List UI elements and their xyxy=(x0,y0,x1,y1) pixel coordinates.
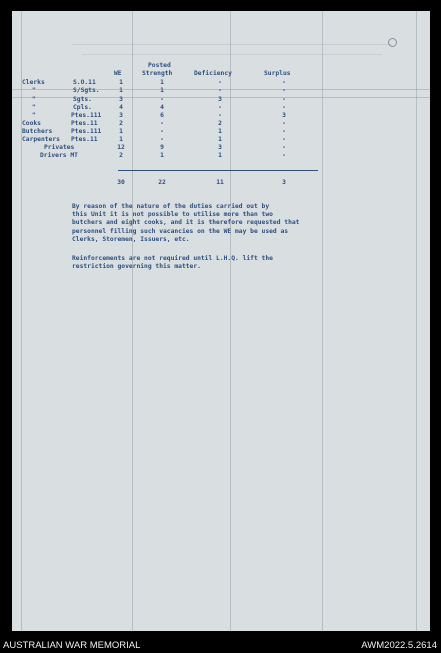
col-posted-header-line1: Posted xyxy=(148,62,171,69)
row-surplus: - xyxy=(282,136,286,143)
row-trade: " xyxy=(32,87,36,94)
paragraph-line: personnel filling such vacancies on the WE may be used as xyxy=(72,227,289,235)
total-posted: 22 xyxy=(158,179,166,186)
col-surplus-header: Surplus xyxy=(264,70,291,77)
row-we: 2 xyxy=(119,152,123,159)
ruled-line xyxy=(322,11,323,631)
row-we: 1 xyxy=(119,79,123,86)
row-trade: " xyxy=(32,112,36,119)
row-deficiency: 1 xyxy=(218,152,222,159)
row-we: 12 xyxy=(117,144,125,151)
paragraph-line: Reinforcements are not required until L.H.Q. lift the xyxy=(72,255,273,262)
row-posted: 6 xyxy=(160,112,164,119)
row-posted: - xyxy=(160,128,164,135)
row-grade: Cpls. xyxy=(73,104,92,111)
ruled-line xyxy=(21,11,22,631)
row-trade: Drivers MT xyxy=(40,152,78,159)
row-deficiency: 2 xyxy=(218,120,222,127)
row-posted: 1 xyxy=(160,79,164,86)
ruled-line xyxy=(132,11,133,631)
row-surplus: - xyxy=(282,128,286,135)
row-trade: Butchers xyxy=(22,128,53,135)
row-deficiency: 1 xyxy=(218,136,222,143)
row-surplus: - xyxy=(282,87,286,94)
paragraph-line: butchers and eight cooks, and it is therefore requested that xyxy=(72,219,300,227)
row-surplus: - xyxy=(282,120,286,127)
ruled-line xyxy=(416,11,417,631)
row-grade: S/Sgts. xyxy=(73,87,100,94)
row-trade: Cooks xyxy=(22,120,41,127)
total-surplus: 3 xyxy=(282,179,286,186)
row-we: 1 xyxy=(119,136,123,143)
paragraph-line: Clerks, Storemen, Issuers, etc. xyxy=(72,235,190,243)
remarks-paragraph xyxy=(72,203,362,244)
bleed-through xyxy=(52,35,412,55)
col-deficiency-header: Deficiency xyxy=(194,70,232,77)
row-we: 1 xyxy=(119,128,123,135)
row-deficiency: - xyxy=(218,79,222,86)
row-grade: S.O.11 xyxy=(73,79,96,86)
row-posted: - xyxy=(160,120,164,127)
row-deficiency: 3 xyxy=(218,96,222,103)
row-we: 1 xyxy=(119,87,123,94)
row-posted: - xyxy=(160,96,164,103)
row-grade: Sgts. xyxy=(73,96,92,103)
row-posted: 1 xyxy=(160,152,164,159)
row-surplus: - xyxy=(282,152,286,159)
row-deficiency: 1 xyxy=(218,128,222,135)
ruled-line xyxy=(230,11,231,631)
row-grade: Ptes.11 xyxy=(71,120,98,127)
row-surplus: - xyxy=(282,79,286,86)
punch-mark xyxy=(388,38,397,47)
total-deficiency: 11 xyxy=(216,179,224,186)
row-trade: Carpenters xyxy=(22,136,60,143)
row-trade: Clerks xyxy=(22,79,45,86)
row-surplus: - xyxy=(282,144,286,151)
row-we: 3 xyxy=(119,96,123,103)
row-grade: Ptes.111 xyxy=(71,128,102,135)
paragraph-line: restriction governing this matter. xyxy=(72,263,201,271)
col-we-header: WE xyxy=(114,70,122,77)
row-posted: 1 xyxy=(160,87,164,94)
row-surplus: 3 xyxy=(282,112,286,119)
row-trade: " xyxy=(32,104,36,111)
row-posted: 9 xyxy=(160,144,164,151)
row-deficiency: - xyxy=(218,112,222,119)
row-posted: 4 xyxy=(160,104,164,111)
row-surplus: - xyxy=(282,96,286,103)
row-surplus: - xyxy=(282,104,286,111)
row-we: 4 xyxy=(119,104,123,111)
row-deficiency: - xyxy=(218,87,222,94)
paragraph-line: By reason of the nature of the duties carried out by xyxy=(72,203,270,210)
reinforcements-paragraph xyxy=(72,255,362,271)
row-grade: Ptes.111 xyxy=(71,112,102,119)
totals-rule xyxy=(118,170,318,171)
row-grade: Ptes.11 xyxy=(71,136,98,143)
row-deficiency: - xyxy=(218,104,222,111)
footer-accession-number: AWM2022.5.2614 xyxy=(361,640,437,651)
total-we: 30 xyxy=(117,179,125,186)
paragraph-line: this Unit it is not possible to utilise more than two xyxy=(72,211,273,219)
row-we: 3 xyxy=(119,112,123,119)
col-posted-header-line2: Strength xyxy=(142,70,173,77)
row-we: 2 xyxy=(119,120,123,127)
row-posted: - xyxy=(160,136,164,143)
document-page xyxy=(12,11,430,631)
footer-source: AUSTRALIAN WAR MEMORIAL xyxy=(3,640,141,651)
row-deficiency: 3 xyxy=(218,144,222,151)
row-trade: " xyxy=(32,96,36,103)
row-trade: Privates xyxy=(44,144,75,151)
